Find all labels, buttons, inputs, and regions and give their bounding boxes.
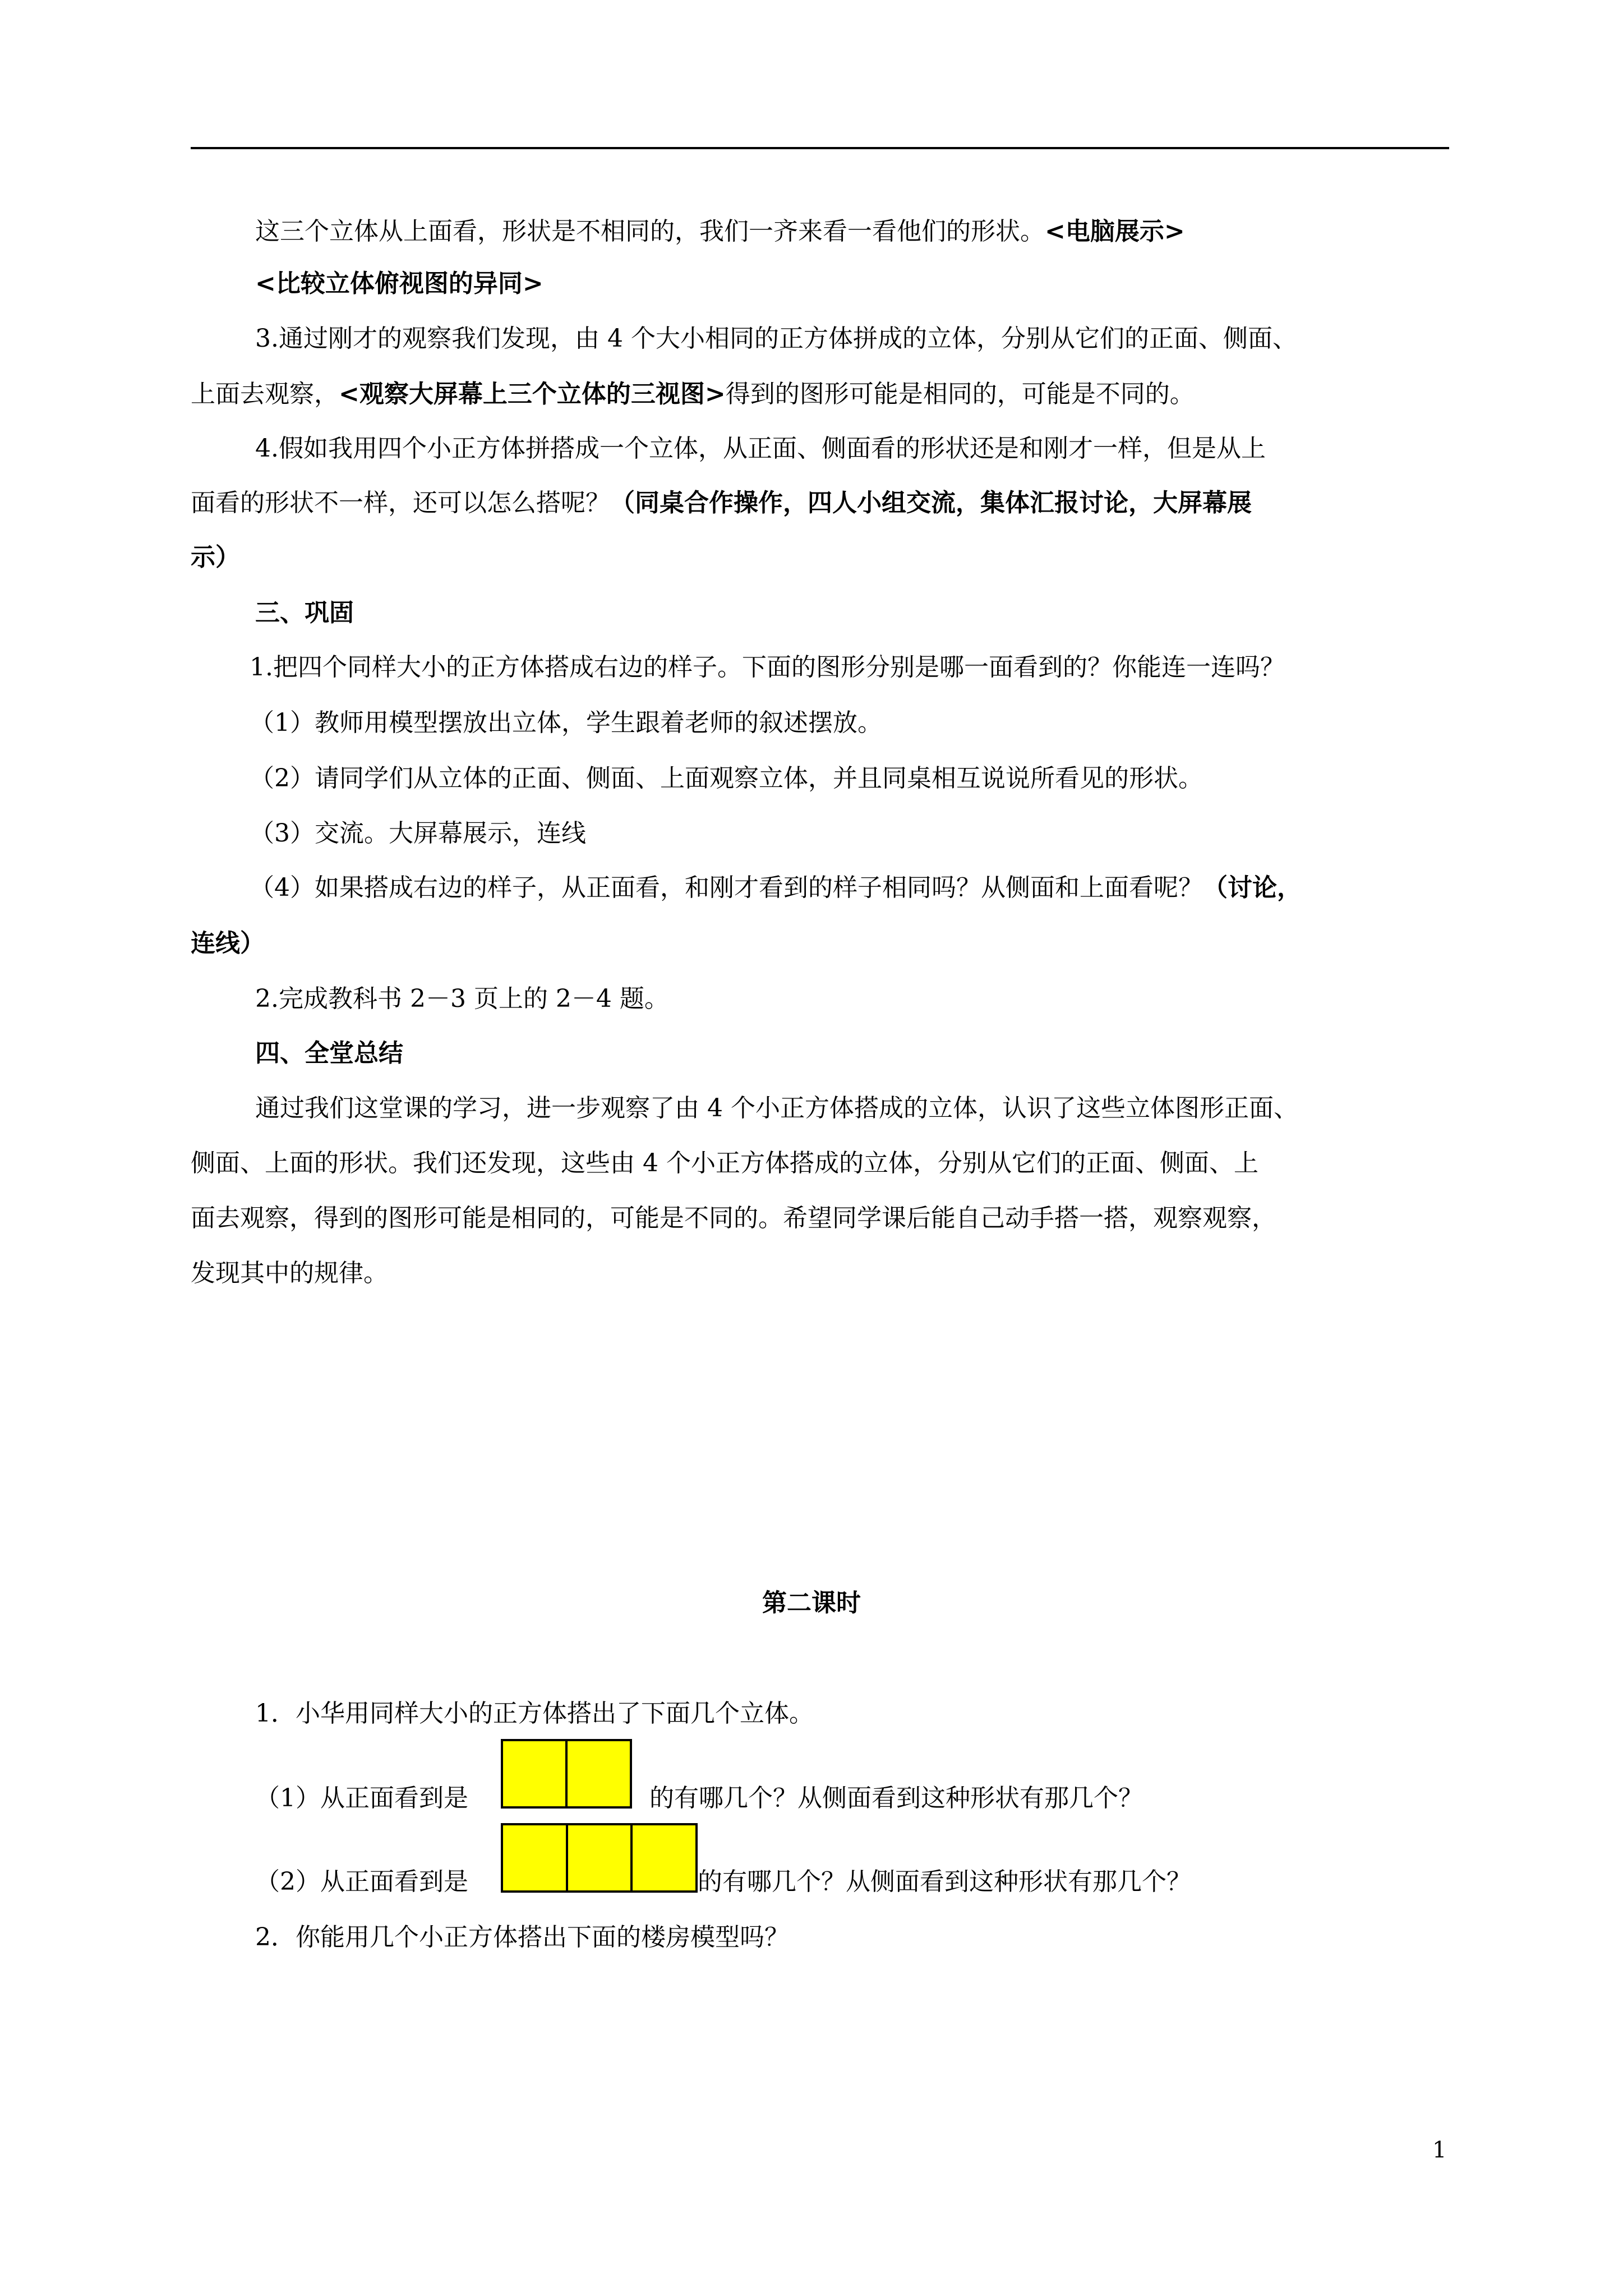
lesson-2-question-2: 2．你能用几个小正方体搭出下面的楼房模型吗？ <box>255 1923 789 1952</box>
section-3-step-4-note: （讨论， <box>1203 873 1302 902</box>
summary-line-1: 通过我们这堂课的学习，进一步观察了由 4 个小正方体搭成的立体，认识了这些立体图形正面、 <box>255 1094 1298 1122</box>
summary-line-2: 侧面、上面的形状。我们还发现，这些由 4 个小正方体搭成的立体，分别从它们的正面、侧面、上 <box>191 1149 1258 1177</box>
lesson-2-q1-1-prefix: （1）从正面看到是 <box>255 1784 468 1812</box>
paragraph-2-note: <比较立体俯视图的异同> <box>255 269 543 298</box>
square-cell <box>633 1825 695 1890</box>
square-cell <box>568 1825 633 1890</box>
lesson-2-q1-2-prefix: （2）从正面看到是 <box>255 1867 468 1896</box>
paragraph-3-line-2 <box>191 378 1195 411</box>
lesson-2-q1-1-suffix: 的有哪几个？从侧面看到这种形状有那几个？ <box>649 1784 1143 1812</box>
paragraph-3-note: <观察大屏幕上三个立体的三视图> <box>339 380 726 408</box>
section-4-heading: 四、全堂总结 <box>255 1039 403 1068</box>
section-3-question-1: 1.把四个同样大小的正方体搭成右边的样子。下面的图形分别是哪一面看到的？你能连一连吗？ <box>250 653 1285 682</box>
section-3-step-1: （1）教师用模型摆放出立体，学生跟着老师的叙述摆放。 <box>250 708 882 737</box>
paragraph-4-note: （同桌合作操作，四人小组交流，集体汇报讨论，大屏幕展 <box>610 489 1252 517</box>
three-square-front-view-figure <box>501 1823 698 1893</box>
section-3-heading: 三、巩固 <box>255 599 354 627</box>
paragraph-4-line-1: 4.假如我用四个小正方体拼搭成一个立体，从正面、侧面看的形状还是和刚才一样，但是从上 <box>255 434 1266 463</box>
header-rule <box>191 147 1449 149</box>
paragraph-3-line-1: 3.通过刚才的观察我们发现，由 4 个大小相同的正方体拼成的立体，分别从它们的正面、侧面、 <box>255 324 1297 353</box>
two-square-front-view-figure <box>501 1739 632 1809</box>
section-3-question-2: 2.完成教科书 2－3 页上的 2－4 题。 <box>255 984 669 1013</box>
square-cell <box>503 1825 568 1890</box>
paragraph-1 <box>255 215 1185 249</box>
paragraph-3-text-b: 得到的图形可能是相同的，可能是不同的。 <box>725 380 1195 408</box>
square-cell <box>503 1741 568 1806</box>
summary-line-4: 发现其中的规律。 <box>191 1259 388 1287</box>
lesson-2-title: 第二课时 <box>762 1589 861 1617</box>
square-cell <box>568 1741 630 1806</box>
page-number: 1 <box>1432 2137 1447 2163</box>
section-3-step-3: （3）交流。大屏幕展示，连线 <box>250 819 586 848</box>
section-3-step-4-note-2: 连线） <box>191 929 265 958</box>
section-3-step-2: （2）请同学们从立体的正面、侧面、上面观察立体，并且同桌相互说说所看见的形状。 <box>250 764 1203 793</box>
section-3-step-4-text: （4）如果搭成右边的样子，从正面看，和刚才看到的样子相同吗？从侧面和上面看呢？ <box>250 873 1203 902</box>
lesson-2-question-1: 1．小华用同样大小的正方体搭出了下面几个立体。 <box>255 1699 814 1728</box>
paragraph-1-text: 这三个立体从上面看，形状是不相同的，我们一齐来看一看他们的形状。 <box>255 217 1045 246</box>
section-3-step-4 <box>250 871 1302 905</box>
paragraph-1-note: <电脑展示> <box>1045 217 1185 246</box>
summary-line-3: 面去观察，得到的图形可能是相同的，可能是不同的。希望同学课后能自己动手搭一搭，观察观察， <box>191 1204 1276 1232</box>
paragraph-4-line-3: 示） <box>191 543 240 572</box>
lesson-2-q1-2-suffix: 的有哪几个？从侧面看到这种形状有那几个？ <box>698 1867 1191 1896</box>
paragraph-4-line-2 <box>191 486 1252 520</box>
paragraph-3-text-a: 上面去观察， <box>191 380 339 408</box>
paragraph-4-text-a: 面看的形状不一样，还可以怎么搭呢？ <box>191 489 610 517</box>
